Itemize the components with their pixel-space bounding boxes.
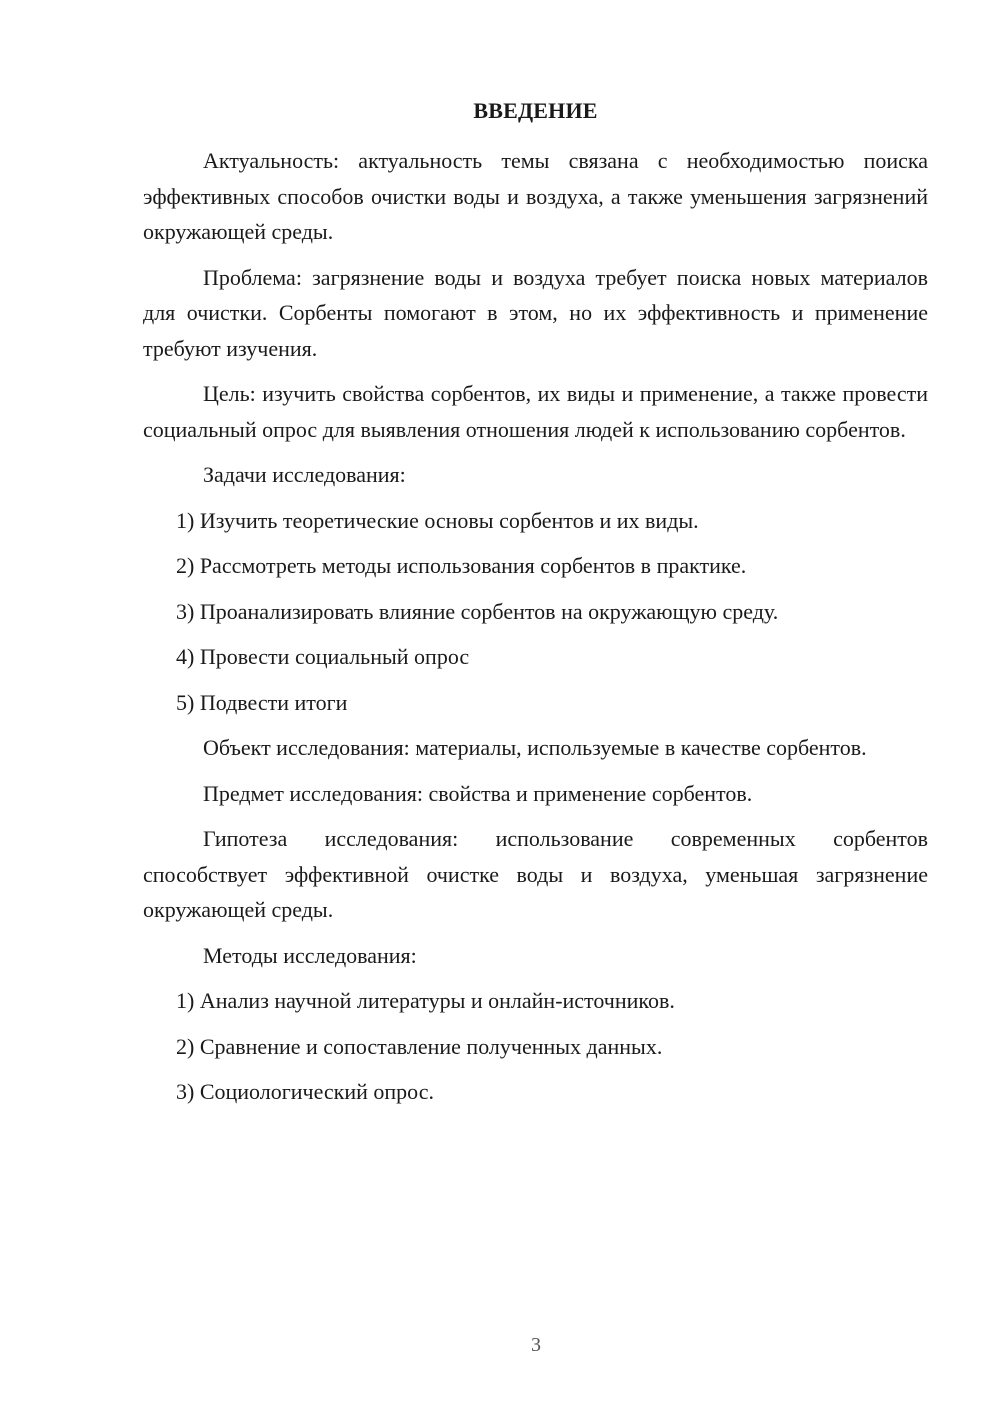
- document-body: [143, 143, 928, 1120]
- tasks-heading: Задачи исследования:: [203, 462, 406, 487]
- goal-paragraph: Цель: изучить свойства сорбентов, их виды и применение, а также провести социальный опрос для выявления отношения людей к использованию сорбентов.: [143, 381, 928, 442]
- tasks-list: [143, 503, 928, 721]
- methods-heading: Методы исследования:: [203, 942, 417, 968]
- methods-list: [143, 983, 928, 1110]
- section-title: ВВЕДЕНИЕ: [473, 98, 598, 123]
- list-item: 1) Изучить теоретические основы сорбентов и их виды.: [176, 507, 699, 533]
- list-item: 2) Сравнение и сопоставление полученных данных.: [176, 1033, 663, 1059]
- list-item: 5) Подвести итоги: [176, 689, 348, 715]
- object-paragraph: Объект исследования: материалы, используемые в качестве сорбентов.: [203, 735, 867, 760]
- page-number: 3: [531, 1334, 541, 1356]
- relevance-paragraph: Актуальность: актуальность темы связана с необходимостью поиска эффективных способов очистки воды и воздуха, а также уменьшения загрязнений окружающей среды.: [143, 148, 928, 244]
- list-item: 3) Проанализировать влияние сорбентов на окружающую среду.: [176, 598, 779, 624]
- problem-paragraph: Проблема: загрязнение воды и воздуха требует поиска новых материалов для очистки. Сорбенты помогают в этом, но их эффективность и применение требуют изучения.: [143, 264, 928, 361]
- list-item: 2) Рассмотреть методы использования сорбентов в практике.: [176, 553, 747, 578]
- list-item: 3) Социологический опрос.: [176, 1079, 434, 1104]
- list-item: 4) Провести социальный опрос: [176, 644, 470, 669]
- subject-paragraph: Предмет исследования: свойства и применение сорбентов.: [203, 780, 753, 806]
- list-item: 1) Анализ научной литературы и онлайн-источников.: [176, 988, 675, 1013]
- hypothesis-paragraph: Гипотеза исследования: использование современных сорбентов способствует эффективной очистке воды и воздуха, уменьшая загрязнение окружающей среды.: [143, 826, 928, 922]
